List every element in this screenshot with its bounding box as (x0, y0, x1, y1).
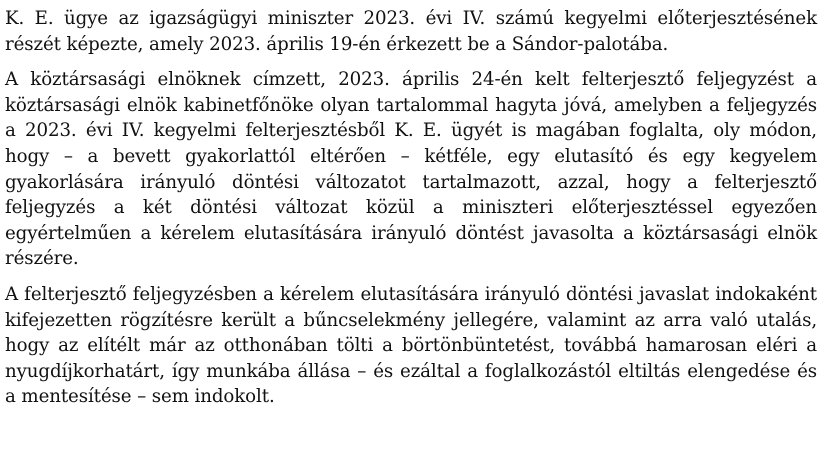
paragraph-2: A köztársasági elnöknek címzett, 2023. április 24-én kelt felterjesztő feljegyzést a köztársasági elnök kabinetfőnöke olyan tartalommal hagyta jóvá, amelyben a feljegyzés a 2023. évi IV. kegyelmi felterjesztésből K. E. ügyét is magában foglalta, oly módon, hogy – a bevett gyakorlattól eltérően – kétféle, egy elutasító és egy kegyelem gyakorlására irányuló döntési változatot tartalmazott, azzal, hogy a felterjesztő feljegyzés a két döntési változat közül a miniszteri előterjesztéssel egyezően egyértelműen a kérelem elutasítására irányuló döntést javasolta a köztársasági elnök részére. (5, 69, 817, 270)
document-page (5, 6, 817, 410)
paragraph-3: A felterjesztő feljegyzésben a kérelem elutasítására irányuló döntési javaslat indokaként kifejezetten rögzítésre került a bűncselekmény jellegére, valamint az arra való utalás, hogy az elítélt már az otthonában tölti a börtönbüntetést, továbbá hamarosan eléri a nyugdíjkorhatárt, így munkába állása – és ezáltal a foglalkozástól eltiltás elengedése és a mentesítése – sem indokolt. (5, 283, 817, 408)
paragraph-1: K. E. ügye az igazságügyi miniszter 2023. évi IV. számú kegyelmi előterjesztésének részét képezte, amely 2023. április 19-én érkezett be a Sándor-palotába. (5, 8, 817, 55)
